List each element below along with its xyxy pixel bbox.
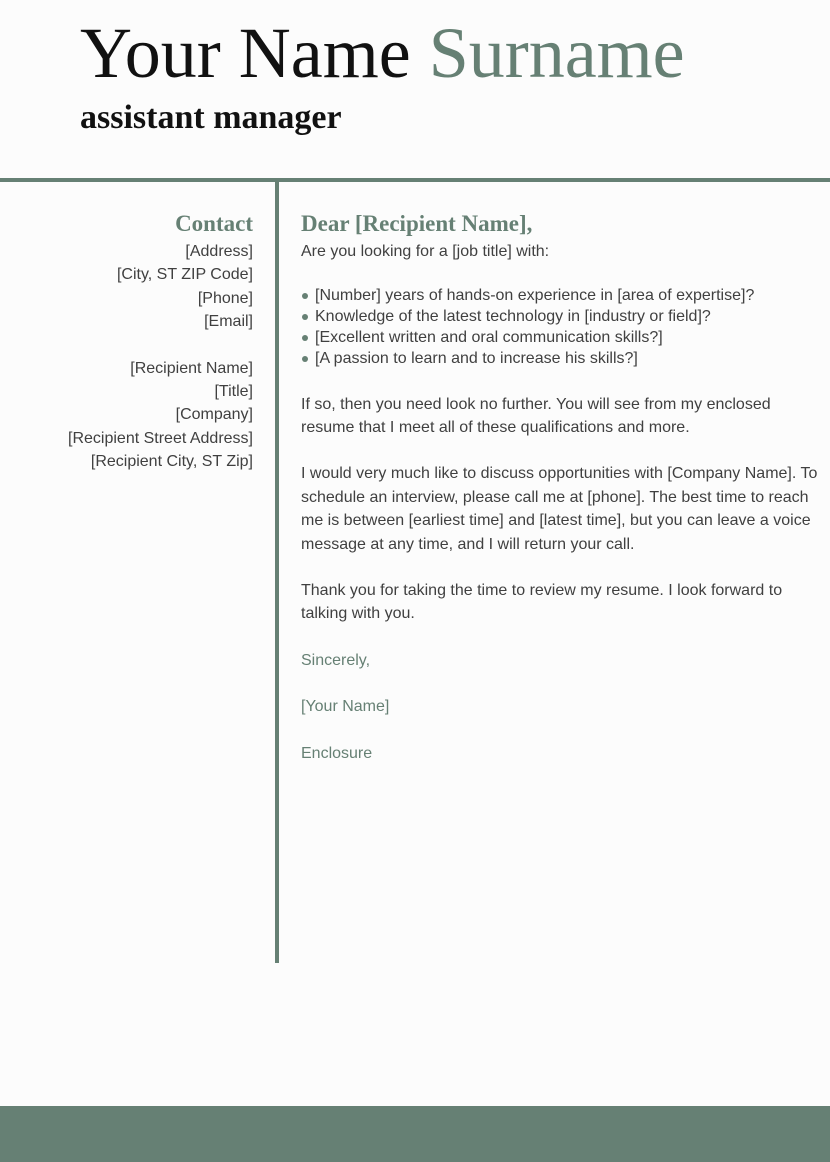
body-paragraph-1: If so, then you need look no further. You will see from my enclosed resume that I meet all of these qualifications and more. xyxy=(301,395,771,436)
bullet-icon xyxy=(302,356,308,362)
list-item xyxy=(301,307,821,328)
surname: Surname xyxy=(428,13,685,93)
recipient-city: [Recipient City, ST Zip] xyxy=(90,453,253,471)
list-item-text: Knowledge of the latest technology in [industry or field]? xyxy=(315,308,711,326)
contact-heading: Contact xyxy=(175,211,253,236)
sender-email: [Email] xyxy=(204,313,253,331)
bullet-icon xyxy=(302,293,308,299)
salutation: Dear [Recipient Name], xyxy=(301,211,533,236)
first-name: Your Name xyxy=(80,13,411,93)
list-item-text: [Number] years of hands-on experience in [area of expertise]? xyxy=(315,287,755,305)
applicant-name xyxy=(80,8,685,98)
list-item-text: [A passion to learn and to increase his skills?] xyxy=(315,349,638,367)
list-item xyxy=(301,286,821,307)
contact-sidebar xyxy=(20,208,253,474)
bullet-icon xyxy=(302,314,308,320)
list-item-text: [Excellent written and oral communication skills?] xyxy=(315,329,663,346)
recipient-company: [Company] xyxy=(175,406,253,424)
letter-body xyxy=(301,208,821,788)
sender-address: [Address] xyxy=(185,243,253,260)
recipient-name: [Recipient Name] xyxy=(130,359,253,377)
enclosure: Enclosure xyxy=(301,744,373,762)
sender-phone: [Phone] xyxy=(197,289,253,307)
list-item xyxy=(301,328,821,349)
body-paragraph-3: Thank you for taking the time to review my resume. I look forward to talking with you. xyxy=(301,582,783,623)
recipient-title: [Title] xyxy=(214,383,253,401)
closing: Sincerely, xyxy=(301,651,371,669)
signature: [Your Name] xyxy=(301,698,390,716)
intro-paragraph: Are you looking for a [job title] with: xyxy=(301,243,550,260)
header-divider xyxy=(0,178,830,182)
list-item xyxy=(301,349,821,370)
sender-city: [City, ST ZIP Code] xyxy=(116,266,253,284)
body-paragraph-2: I would very much like to discuss opportunities with [Company Name]. To schedule an interview, please call me at [phone]. The best time to reach me is between [earliest time] and [latest time], but you can leave a voice message at any time, and I will return your call. xyxy=(301,465,818,553)
job-title: assistant manager xyxy=(80,99,342,136)
column-divider xyxy=(275,178,279,963)
spacer xyxy=(20,334,253,357)
bullet-icon xyxy=(302,335,308,341)
recipient-street: [Recipient Street Address] xyxy=(68,429,253,447)
qualifications-list xyxy=(301,286,821,369)
footer-bar xyxy=(0,1106,830,1162)
